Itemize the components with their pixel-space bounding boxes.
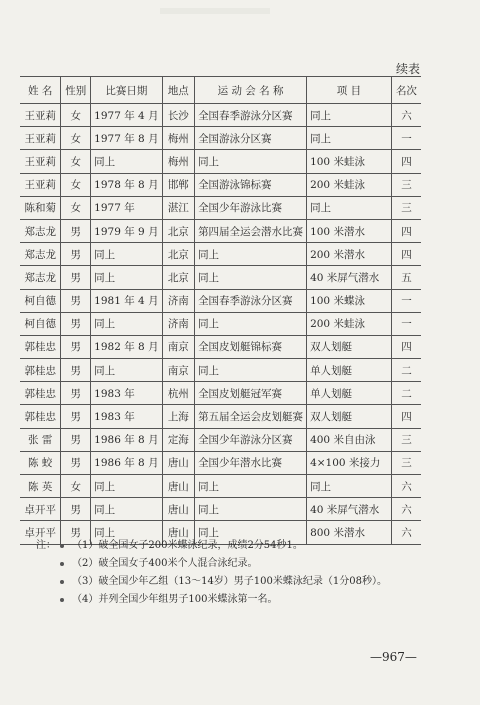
cell-location: 湛江: [162, 196, 194, 219]
cell-rank: 六: [391, 498, 421, 521]
table-row: [20, 173, 421, 196]
cell-event-name: 同上: [195, 475, 307, 498]
table-row: [20, 428, 421, 451]
cell-location: 北京: [162, 266, 194, 289]
cell-event-name: 全国春季游泳分区赛: [195, 289, 307, 312]
cell-date: 1978 年 8 月: [91, 173, 162, 196]
cell-rank: 三: [391, 196, 421, 219]
cell-item: 同上: [307, 127, 392, 150]
cell-item: 100 米蝶泳: [307, 289, 392, 312]
faded-header-mark: [160, 8, 270, 14]
cell-item: 40 米屏气潜水: [307, 498, 392, 521]
header-name: 姓 名: [20, 77, 61, 104]
table-row: [20, 289, 421, 312]
cell-name: 卓开平: [20, 521, 61, 544]
note-item: [60, 559, 257, 569]
cell-date: 1986 年 8 月: [91, 428, 162, 451]
cell-gender: 男: [61, 289, 91, 312]
cell-gender: 男: [61, 335, 91, 358]
cell-location: 南京: [162, 359, 194, 382]
cell-rank: 六: [391, 104, 421, 127]
header-gender: 性别: [61, 77, 91, 104]
cell-gender: 男: [61, 405, 91, 428]
cell-gender: 男: [61, 312, 91, 335]
cell-name: 张 雷: [20, 428, 61, 451]
cell-rank: 六: [391, 521, 421, 544]
cell-date: 1977 年 4 月: [91, 104, 162, 127]
table-row: [20, 104, 421, 127]
note-item: [60, 577, 387, 587]
cell-event-name: 全国少年游泳分区赛: [195, 428, 307, 451]
page-number: —967—: [370, 650, 417, 664]
cell-item: 同上: [307, 196, 392, 219]
cell-location: 唐山: [162, 521, 194, 544]
cell-date: 同上: [91, 266, 162, 289]
bullet-icon: [60, 544, 64, 548]
cell-location: 北京: [162, 219, 194, 242]
cell-name: 柯自德: [20, 312, 61, 335]
cell-gender: 女: [61, 475, 91, 498]
cell-name: 郭桂忠: [20, 382, 61, 405]
note-text: （1）破全国女子200米蝶泳纪录，成绩2分54秒1。: [72, 540, 303, 551]
header-date: 比赛日期: [91, 77, 162, 104]
note-item: [60, 541, 303, 551]
cell-gender: 男: [61, 521, 91, 544]
cell-location: 唐山: [162, 451, 194, 474]
cell-name: 陈和菊: [20, 196, 61, 219]
cell-item: 800 米潜水: [307, 521, 392, 544]
cell-rank: 六: [391, 475, 421, 498]
table-row: [20, 150, 421, 173]
cell-gender: 女: [61, 173, 91, 196]
cell-gender: 男: [61, 382, 91, 405]
cell-rank: 四: [391, 219, 421, 242]
note-item: [60, 595, 277, 605]
cell-location: 唐山: [162, 475, 194, 498]
cell-item: 400 米自由泳: [307, 428, 392, 451]
cell-date: 同上: [91, 498, 162, 521]
cell-date: 1983 年: [91, 405, 162, 428]
cell-name: 王亚莉: [20, 150, 61, 173]
continued-label: 续表: [395, 62, 420, 76]
table-row: [20, 405, 421, 428]
cell-gender: 女: [61, 150, 91, 173]
cell-item: 200 米蛙泳: [307, 173, 392, 196]
cell-date: 同上: [91, 359, 162, 382]
table-row: [20, 219, 421, 242]
header-event-name: 运 动 会 名 称: [195, 77, 307, 104]
cell-event-name: 全国皮划艇锦标赛: [195, 335, 307, 358]
cell-event-name: 全国皮划艇冠军赛: [195, 382, 307, 405]
table-row: [20, 451, 421, 474]
cell-item: 100 米潜水: [307, 219, 392, 242]
cell-gender: 男: [61, 243, 91, 266]
cell-event-name: 同上: [195, 359, 307, 382]
cell-rank: 三: [391, 451, 421, 474]
cell-date: 同上: [91, 150, 162, 173]
header-item: 项 目: [307, 77, 392, 104]
cell-location: 唐山: [162, 498, 194, 521]
note-text: （2）破全国女子400米个人混合泳纪录。: [72, 558, 258, 569]
cell-rank: 二: [391, 382, 421, 405]
cell-event-name: 同上: [195, 243, 307, 266]
cell-name: 卓开平: [20, 498, 61, 521]
cell-event-name: 全国春季游泳分区赛: [195, 104, 307, 127]
bullet-icon: [60, 580, 64, 584]
cell-item: 200 米蛙泳: [307, 312, 392, 335]
cell-rank: 四: [391, 150, 421, 173]
cell-date: 1977 年: [91, 196, 162, 219]
cell-item: 同上: [307, 104, 392, 127]
header-location: 地点: [162, 77, 194, 104]
cell-gender: 男: [61, 219, 91, 242]
cell-location: 济南: [162, 312, 194, 335]
cell-event-name: 同上: [195, 312, 307, 335]
cell-name: 王亚莉: [20, 104, 61, 127]
cell-location: 济南: [162, 289, 194, 312]
cell-location: 梅州: [162, 150, 194, 173]
cell-item: 40 米屏气潜水: [307, 266, 392, 289]
cell-location: 南京: [162, 335, 194, 358]
cell-date: 同上: [91, 312, 162, 335]
cell-item: 4×100 米接力: [307, 451, 392, 474]
cell-name: 陈 蛟: [20, 451, 61, 474]
cell-gender: 男: [61, 451, 91, 474]
cell-event-name: 同上: [195, 521, 307, 544]
cell-date: 1981 年 4 月: [91, 289, 162, 312]
table-row: [20, 498, 421, 521]
cell-location: 邯郸: [162, 173, 194, 196]
notes-label: 注：: [36, 540, 56, 551]
cell-event-name: 全国少年潜水比赛: [195, 451, 307, 474]
cell-rank: 三: [391, 173, 421, 196]
table-row: [20, 359, 421, 382]
table-row: [20, 475, 421, 498]
note-text: （4）并列全国少年组男子100米蝶泳第一名。: [72, 594, 278, 605]
cell-location: 杭州: [162, 382, 194, 405]
note-text: （3）破全国少年乙组（13～14岁）男子100米蝶泳纪录（1分08秒）。: [72, 576, 387, 587]
cell-rank: 一: [391, 127, 421, 150]
cell-name: 郭桂忠: [20, 359, 61, 382]
cell-gender: 男: [61, 498, 91, 521]
cell-name: 郑志龙: [20, 243, 61, 266]
cell-location: 上海: [162, 405, 194, 428]
cell-item: 双人划艇: [307, 405, 392, 428]
cell-rank: 一: [391, 289, 421, 312]
cell-rank: 四: [391, 335, 421, 358]
cell-name: 陈 英: [20, 475, 61, 498]
cell-item: 单人划艇: [307, 359, 392, 382]
table-row: [20, 312, 421, 335]
cell-name: 柯自德: [20, 289, 61, 312]
cell-item: 同上: [307, 475, 392, 498]
cell-rank: 三: [391, 428, 421, 451]
cell-name: 郑志龙: [20, 219, 61, 242]
cell-rank: 四: [391, 243, 421, 266]
cell-date: 同上: [91, 475, 162, 498]
cell-rank: 五: [391, 266, 421, 289]
header-rank: 名次: [391, 77, 421, 104]
cell-event-name: 同上: [195, 266, 307, 289]
cell-name: 郭桂忠: [20, 405, 61, 428]
cell-rank: 四: [391, 405, 421, 428]
cell-date: 1979 年 9 月: [91, 219, 162, 242]
bullet-icon: [60, 562, 64, 566]
cell-event-name: 全国游泳锦标赛: [195, 173, 307, 196]
cell-gender: 女: [61, 104, 91, 127]
cell-gender: 女: [61, 127, 91, 150]
table-row: [20, 243, 421, 266]
cell-item: 单人划艇: [307, 382, 392, 405]
cell-gender: 男: [61, 428, 91, 451]
cell-date: 1986 年 8 月: [91, 451, 162, 474]
table-row: [20, 127, 421, 150]
cell-name: 王亚莉: [20, 127, 61, 150]
cell-item: 100 米蛙泳: [307, 150, 392, 173]
cell-item: 200 米潜水: [307, 243, 392, 266]
cell-gender: 男: [61, 266, 91, 289]
cell-name: 郭桂忠: [20, 335, 61, 358]
cell-location: 北京: [162, 243, 194, 266]
cell-event-name: 全国游泳分区赛: [195, 127, 307, 150]
cell-event-name: 全国少年游泳比赛: [195, 196, 307, 219]
cell-item: 双人划艇: [307, 335, 392, 358]
cell-date: 同上: [91, 243, 162, 266]
cell-date: 1982 年 8 月: [91, 335, 162, 358]
cell-name: 王亚莉: [20, 173, 61, 196]
cell-gender: 女: [61, 196, 91, 219]
cell-event-name: 第四届全运会潜水比赛: [195, 219, 307, 242]
cell-location: 定海: [162, 428, 194, 451]
cell-event-name: 同上: [195, 498, 307, 521]
cell-gender: 男: [61, 359, 91, 382]
table-row: [20, 196, 421, 219]
table-row: [20, 335, 421, 358]
cell-date: 1977 年 8 月: [91, 127, 162, 150]
table-row: [20, 266, 421, 289]
cell-rank: 二: [391, 359, 421, 382]
cell-rank: 一: [391, 312, 421, 335]
cell-location: 梅州: [162, 127, 194, 150]
cell-date: 同上: [91, 521, 162, 544]
cell-date: 1983 年: [91, 382, 162, 405]
records-table: [20, 76, 421, 545]
table-row: [20, 382, 421, 405]
cell-location: 长沙: [162, 104, 194, 127]
table-header-row: [20, 77, 421, 104]
cell-event-name: 同上: [195, 150, 307, 173]
cell-name: 郑志龙: [20, 266, 61, 289]
bullet-icon: [60, 598, 64, 602]
cell-event-name: 第五届全运会皮划艇赛: [195, 405, 307, 428]
